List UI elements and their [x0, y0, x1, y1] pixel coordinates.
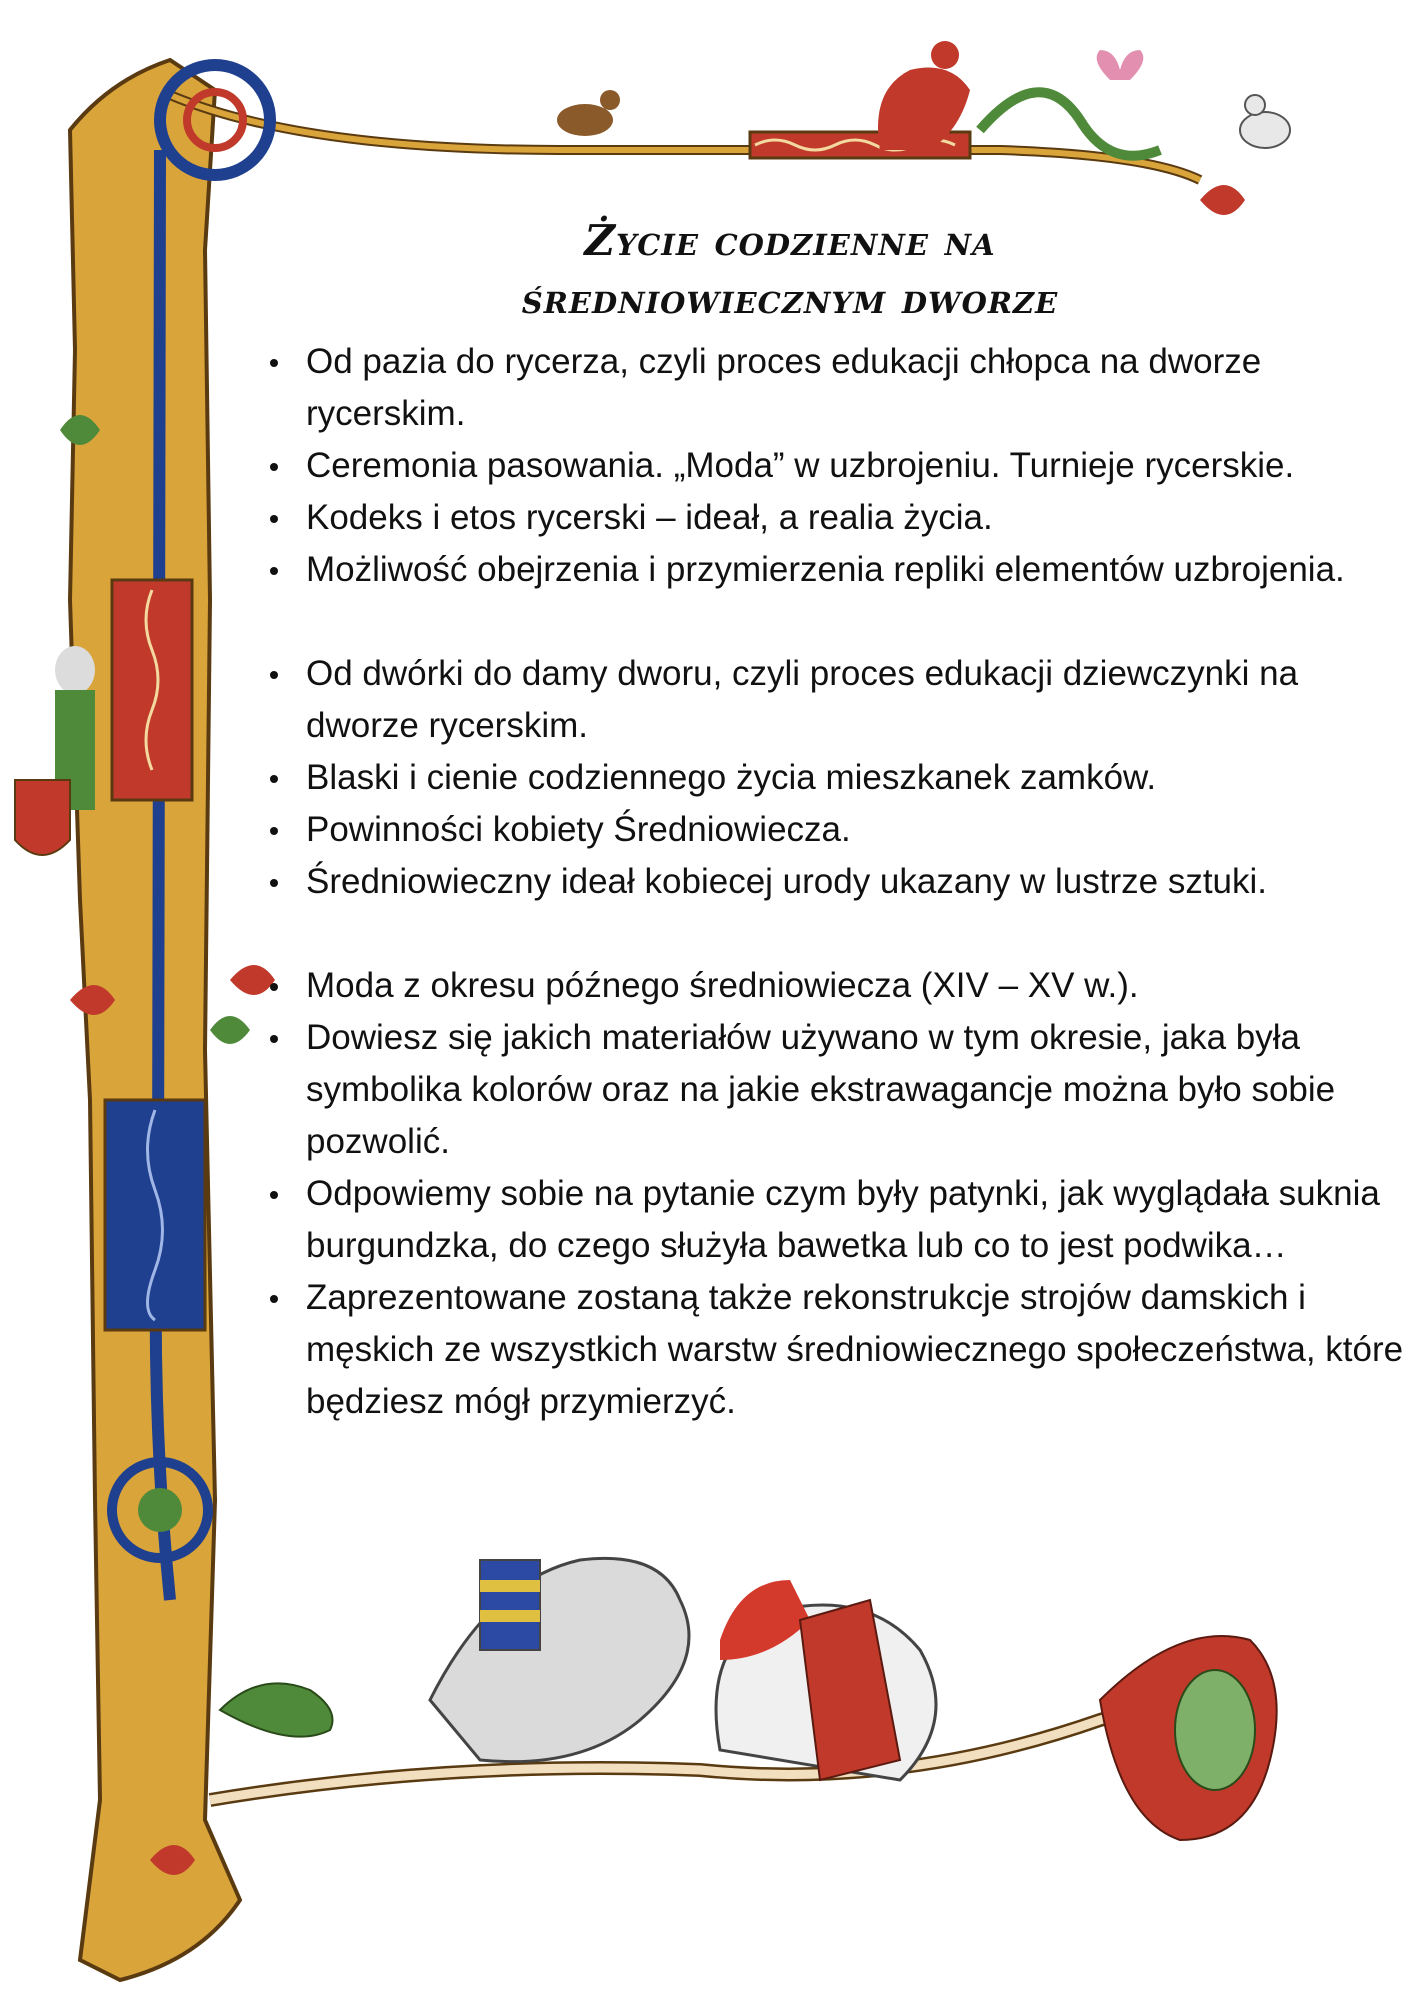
list-item: Średniowieczny ideał kobiecej urody ukazany w lustrze sztuki. — [262, 856, 1412, 908]
list-item: Powinności kobiety Średniowiecza. — [262, 804, 1412, 856]
section-medieval-fashion — [262, 960, 1412, 1428]
section-knight-education — [262, 336, 1412, 596]
list-item: Odpowiemy sobie na pytanie czym były patynki, jak wyglądała suknia burgundzka, do czego służyła bawetka lub co to jest podwika… — [262, 1168, 1412, 1272]
rabbit-icon — [1240, 95, 1290, 148]
title-line-1: Życie codzienne na — [584, 216, 996, 265]
green-man-icon — [1100, 1636, 1277, 1840]
jousting-knights-icon — [430, 1558, 936, 1780]
program-content — [262, 336, 1412, 1428]
title-line-2: średniowiecznym dworze — [521, 274, 1059, 323]
list-item: Od dwórki do damy dworu, czyli proces edukacji dziewczynki na dworze rycerskim. — [262, 648, 1412, 752]
list-item: Od pazia do rycerza, czyli proces edukacji chłopca na dworze rycerskim. — [262, 336, 1412, 440]
list-item: Blaski i cienie codziennego życia mieszkanek zamków. — [262, 752, 1412, 804]
butterfly-icon — [1097, 50, 1144, 80]
list-item: Moda z okresu późnego średniowiecza (XIV – XV w.). — [262, 960, 1412, 1012]
list-item: Kodeks i etos rycerski – ideał, a realia życia. — [262, 492, 1412, 544]
section-lady-education — [262, 648, 1412, 908]
page-title — [330, 212, 1250, 328]
list-item: Możliwość obejrzenia i przymierzenia repliki elementów uzbrojenia. — [262, 544, 1412, 596]
list-item: Dowiesz się jakich materiałów używano w tym okresie, jaka była symbolika kolorów oraz na jakie ekstrawagancje można było sobie pozwolić. — [262, 1012, 1412, 1168]
dragon-icon — [220, 1683, 333, 1736]
list-item: Ceremonia pasowania. „Moda” w uzbrojeniu. Turnieje rycerskie. — [262, 440, 1412, 492]
list-item: Zaprezentowane zostaną także rekonstrukcje strojów damskich i męskich ze wszystkich warstw średniowiecznego społeczeństwa, które będziesz mógł przymierzyć. — [262, 1272, 1412, 1428]
bird-icon — [557, 90, 620, 136]
